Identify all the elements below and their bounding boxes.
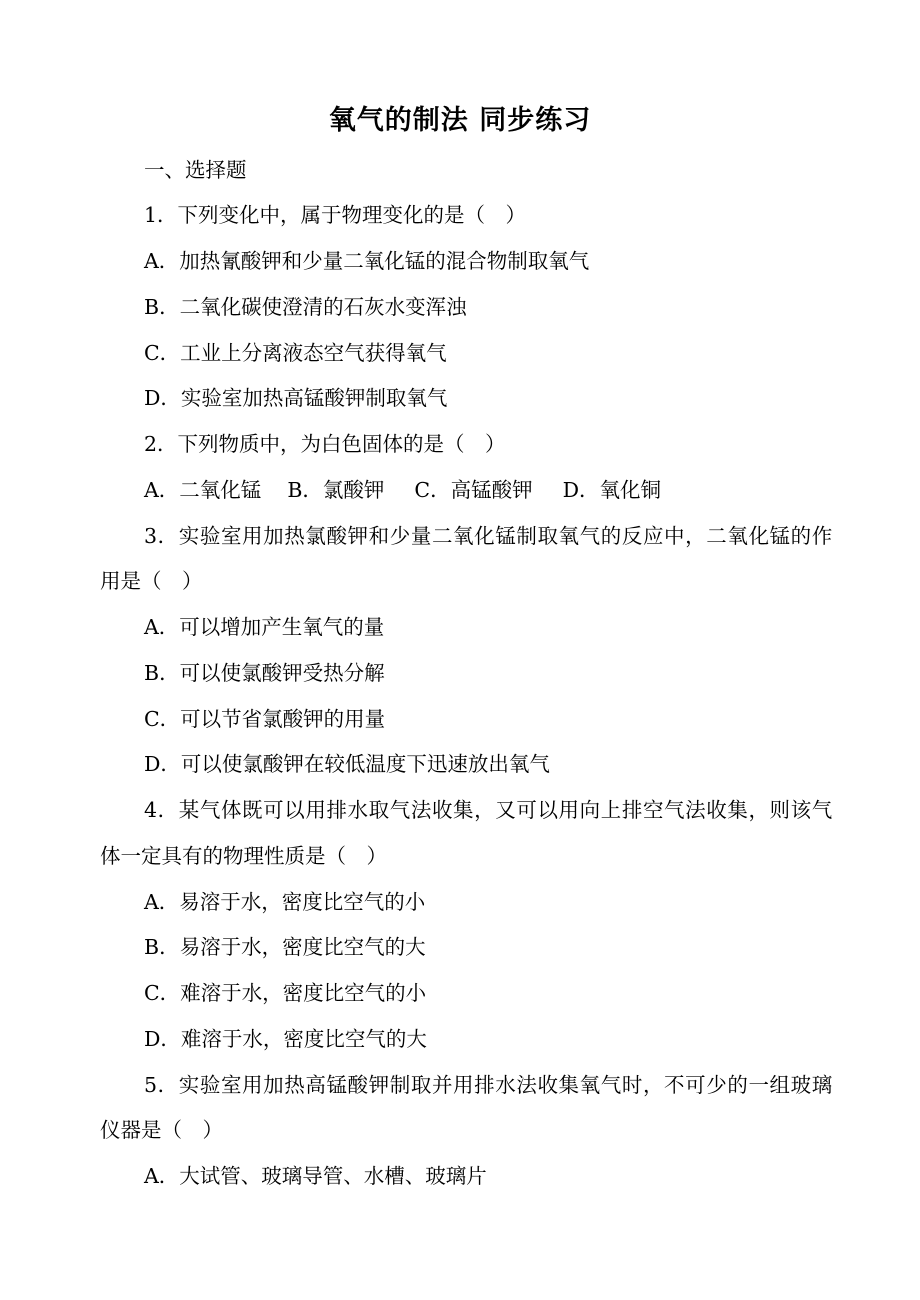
question-1-option-b: B．二氧化碳使澄清的石灰水变浑浊 bbox=[144, 295, 467, 319]
page-title: 氧气的制法 同步练习 bbox=[328, 105, 592, 136]
question-3-stem-line-1: 3．实验室用加热氯酸钾和少量二氧化锰制取氧气的反应中，二氧化锰的作 bbox=[144, 524, 833, 548]
question-4-stem-line-1: 4．某气体既可以用排水取气法收集，又可以用向上排空气法收集，则该气 bbox=[144, 798, 833, 822]
question-1-stem: 1．下列变化中，属于物理变化的是（ ） bbox=[144, 203, 527, 227]
question-4-option-b: B．易溶于水，密度比空气的大 bbox=[144, 935, 426, 959]
question-3-option-b: B．可以使氯酸钾受热分解 bbox=[144, 661, 385, 685]
section-heading: 一、选择题 bbox=[144, 158, 247, 182]
question-1-option-a: A．加热氰酸钾和少量二氧化锰的混合物制取氧气 bbox=[144, 249, 590, 273]
question-4-option-c: C．难溶于水，密度比空气的小 bbox=[144, 981, 427, 1005]
question-2-option-d: D．氧化铜 bbox=[562, 478, 662, 502]
question-2-stem: 2．下列物质中，为白色固体的是（ ） bbox=[144, 432, 506, 456]
question-2-option-b: B．氯酸钾 bbox=[287, 478, 385, 502]
question-4-option-d: D．难溶于水，密度比空气的大 bbox=[144, 1027, 427, 1051]
question-2-option-a: A．二氧化锰 bbox=[144, 478, 262, 502]
question-4-option-a: A．易溶于水，密度比空气的小 bbox=[144, 890, 426, 914]
question-5-option-a: A．大试管、玻璃导管、水槽、玻璃片 bbox=[144, 1164, 487, 1188]
question-2-options bbox=[144, 476, 661, 504]
question-5-stem-line-2: 仪器是（ ） bbox=[100, 1118, 223, 1142]
question-1-option-d: D．实验室加热高锰酸钾制取氧气 bbox=[144, 386, 448, 410]
question-3-option-d: D．可以使氯酸钾在较低温度下迅速放出氧气 bbox=[144, 752, 550, 776]
question-2-option-c: C．高锰酸钾 bbox=[414, 478, 533, 502]
question-3-stem-line-2: 用是（ ） bbox=[100, 569, 203, 593]
question-4-stem-line-2: 体一定具有的物理性质是（ ） bbox=[100, 844, 387, 868]
question-1-option-c: C．工业上分离液态空气获得氧气 bbox=[144, 341, 447, 365]
question-3-option-a: A．可以增加产生氧气的量 bbox=[144, 615, 385, 639]
question-3-option-c: C．可以节省氯酸钾的用量 bbox=[144, 707, 386, 731]
question-5-stem-line-1: 5．实验室用加热高锰酸钾制取并用排水法收集氧气时，不可少的一组玻璃 bbox=[144, 1073, 833, 1097]
